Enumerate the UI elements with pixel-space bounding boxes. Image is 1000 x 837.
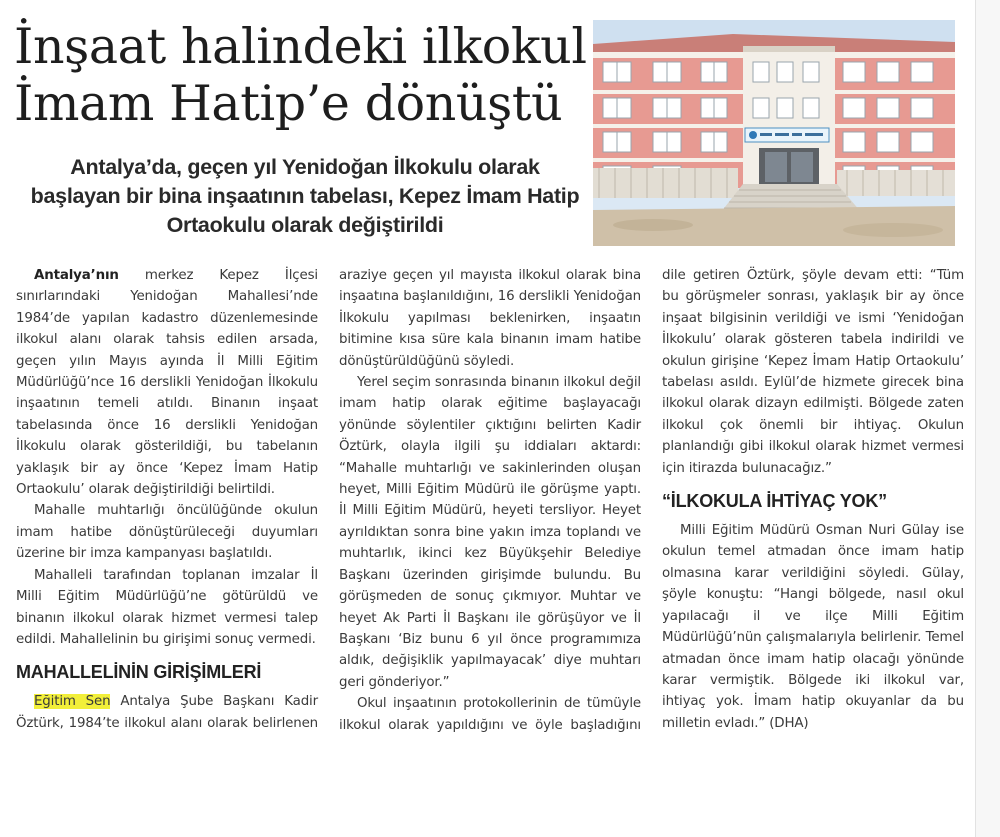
subheading-mahallelinin-girisimleri: MAHALLELİNİN GİRİŞİMLERİ (16, 662, 262, 683)
paragraph-6: Okul inşaatının protokollerinin de tümüyle ilkokul olarak yapıldığını ve öyle başladığını dile getiren Öztürk, şöyle devam etti: “Tüm bu görüşmeler sonrası, yaklaşık bir ay önce inşaat bilgisinin verildiği ve ismi ‘Yenidoğan İlkokulu’ olarak gösteren tabela indirildi ve okulun girişine ‘Kepez İmam Hatip Ortaokulu’ tabelası asıldı. Eylül’de hizmete girecek bina ilkokul olarak dizayn edilmişti. Bölgede zaten ilkokul çok önemli bir ihtiyaç. Okulun planlandığı gibi ilkokul olarak hizmet vermesi için itirazda bulunacağız.” (339, 268, 964, 733)
paragraph-4: Eğitim Sen Antalya Şube Başkanı Kadir Öztürk, 1984’te ilkokul alanı olarak belirlenen araziye geçen yıl mayısta ilkokul olarak bina inşaatına başlanıldığını, 16 derslikli Yenidoğan İlkokulu yapılması beklenirken, inşaatın bitimine kısa süre kala binanın imam hatibe dönüştürüldüğünü söyledi. (16, 268, 641, 731)
paragraph-3: Mahalleli tarafından toplanan imzalar İl Milli Eğitim Müdürlüğü’ne götürüldü ve binanın ilkokul olarak hizmet vermesi talep edildi. Mahallelinin bu girişimi sonuç vermedi. (16, 567, 318, 647)
adjacent-page-edge (975, 0, 1000, 837)
highlighted-text: Eğitim Sen (34, 694, 111, 710)
lead-word: Antalya’nın (34, 268, 119, 283)
paragraph-2: Mahalle muhtarlığı öncülüğünde okulun imam hatibe dönüştürüleceği duyumları üzerine bir imza kampanyası başlatıldı. (16, 503, 318, 562)
headline-line-2: İmam Hatip’e dönüştü (14, 75, 563, 132)
article-body (16, 265, 964, 830)
deck-subheadline: Antalya’da, geçen yıl Yenidoğan İlkokulu olarak başlayan bir bina inşaatının tabelası, Kepez İmam Hatip Ortaokulu olarak değiştirildi (30, 155, 580, 237)
paragraph-7: Milli Eğitim Müdürü Osman Nuri Gülay ise okulun temel atmadan önce imam hatip olmasına karar verildiğini söyledi. Gülay, şöyle konuştu: “Hangi bölgede, nasıl okul yapılacağı il ve ilçe Milli Eğitim Müdürlüğü’nün çalışmalarıyla belirlenir. Temel atmadan önce imam hatip olacağı yönünde karar vermiştik. Bölgede iki ilkokul var, ihtiyaç yok. İmam hatip okuyanlar da bu milletin evladı.” (DHA) (662, 523, 964, 731)
paragraph-1: Antalya’nın merkez Kepez İlçesi sınırlarındaki Yenidoğan Mahallesi’nde 1984’de yapılan kadastro düzenlemesinde ilkokul alanı olarak tahsis edilen arsada, geçen yılın Mayıs ayında İl Milli Eğitim Müdürlüğü’nce 16 derslikli Yenidoğan İlkokulu inşaatının temeli atıldı. Binanın inşaat tabelasında önce 16 derslikli Yenidoğan İlkokulu olarak gösterildiği, bu tabelanın yaklaşık bir ay önce ‘Kepez İmam Hatip Ortaokulu’ olarak değiştirildiği belirtildi. (16, 268, 318, 498)
headline-line-1: İnşaat halindeki ilkokul (14, 18, 587, 75)
school-building-photo (593, 20, 955, 246)
headline (14, 18, 587, 132)
subheading-ilkokula-ihtiyac-yok: “İLKOKULA İHTİYAÇ YOK” (662, 491, 887, 512)
paragraph-5: Yerel seçim sonrasında binanın ilkokul değil imam hatip olarak eğitime başlayacağı yönünde söylentiler çıktığını belirten Kadir Öztürk, olayla ilgili şu iddiaları aktardı: “Mahalle muhtarlığı ve sakinlerinden oluşan heyet, Milli Eğitim Müdürü ile görüşme yaptı. İl Milli Eğitim Müdürü, heyeti tersliyor. Heyet ayrıldıktan sonra bine yakın imza toplandı ve muhtarlık, ikinci kez Büyükşehir Belediye Başkanı üzerinden girişimde bulundu. Bu görüşmeden de sonuç çıkmıyor. Muhtar ve heyet Ak Parti İl Başkanı ile görüşüyor ve İl Başkanı ‘Biz bunu 6 yıl önce programımıza aldık, değişiklik yapılmayacak’ diye muhtarı geri gönderiyor.” (339, 375, 641, 690)
